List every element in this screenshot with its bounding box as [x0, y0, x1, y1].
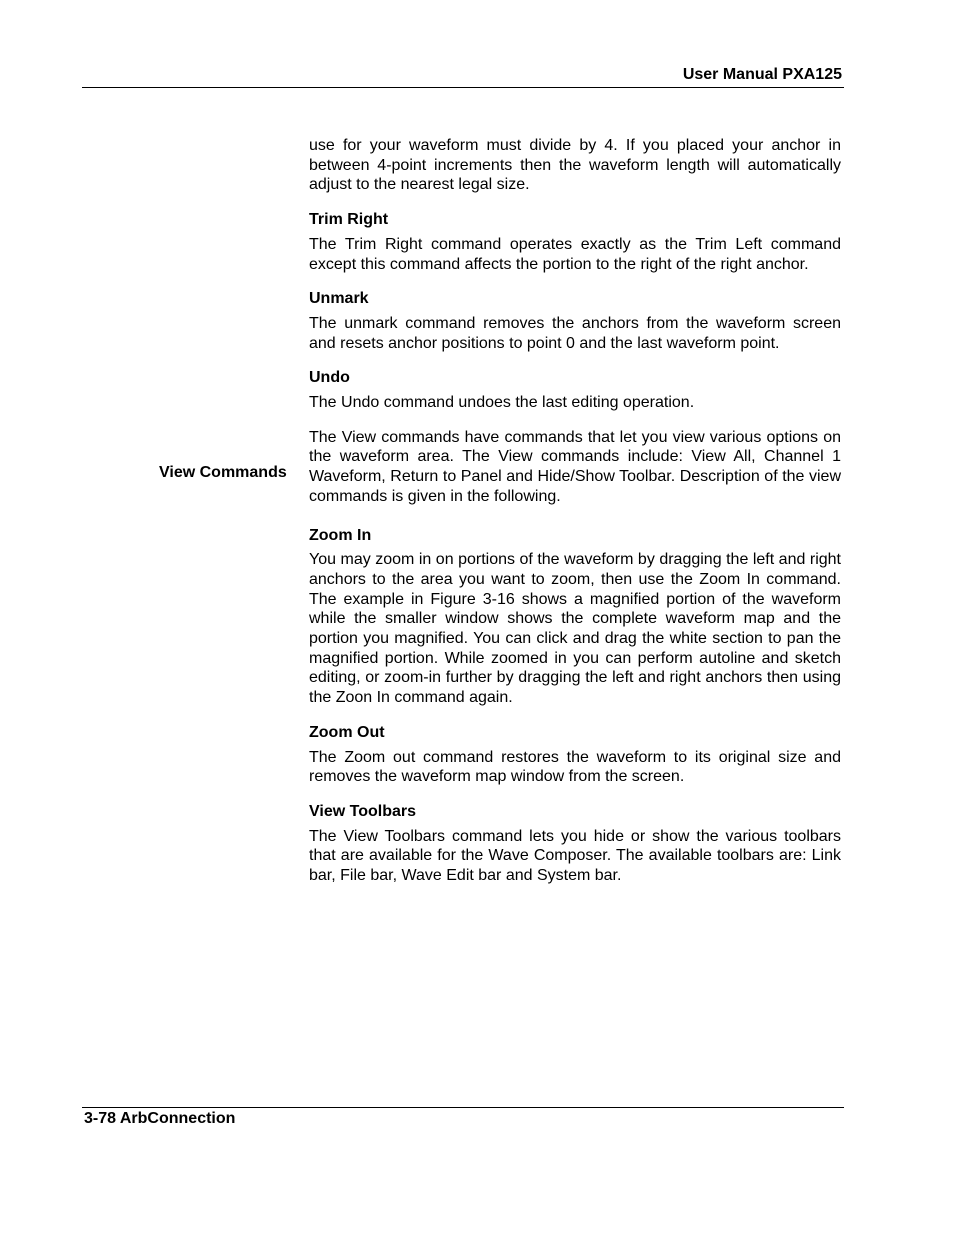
main-content [309, 136, 841, 886]
intro-paragraph: use for your waveform must divide by 4. If you placed your anchor in between 4-point increments then the waveform length will automatically adjust to the nearest legal size. [309, 137, 841, 194]
trim-right-heading: Trim Right [309, 211, 389, 229]
header-divider [82, 87, 844, 88]
zoom-out-paragraph: The Zoom out command restores the waveform to its original size and removes the waveform map window from the screen. [309, 748, 841, 786]
view-commands-paragraph: The View commands have commands that let you view various options on the waveform area. The View commands include: View All, Channel 1 Waveform, Return to Panel and Hide/Show Toolbar. Description of the view commands is given in the following. [309, 428, 841, 505]
view-toolbars-heading: View Toolbars [309, 802, 416, 820]
trim-right-paragraph: The Trim Right command operates exactly as the Trim Left command except this command affects the portion to the right of the right anchor. [309, 235, 841, 273]
view-commands-label: View Commands [159, 464, 287, 481]
view-toolbars-paragraph: The View Toolbars command lets you hide or show the various toolbars that are available for the Wave Composer. The available toolbars are: Link bar, File bar, Wave Edit bar and System bar. [309, 827, 841, 885]
page-header-title: User Manual PXA125 [682, 66, 842, 83]
unmark-heading: Unmark [309, 290, 369, 308]
page-footer-title: 3-78 ArbConnection [84, 1110, 236, 1127]
zoom-in-paragraph: You may zoom in on portions of the waveform by dragging the left and right anchors to the area you want to zoom, then use the Zoom In command. The example in Figure 3-16 shows a magnified portion of the waveform while the smaller window shows the complete waveform map and the portion you magnified. You can click and drag the white section to pan the magnified portion. While zoomed in you can perform autoline and sketch editing, or zoom-in further by dragging the left and right anchors then using the Zoon In command again. [309, 551, 841, 707]
zoom-out-heading: Zoom Out [309, 723, 385, 741]
undo-heading: Undo [309, 369, 350, 387]
footer-divider [82, 1107, 844, 1108]
zoom-in-heading: Zoom In [309, 526, 372, 544]
undo-paragraph: The Undo command undoes the last editing operation. [309, 394, 695, 412]
unmark-paragraph: The unmark command removes the anchors from the waveform screen and resets anchor positions to point 0 and the last waveform point. [309, 314, 841, 352]
